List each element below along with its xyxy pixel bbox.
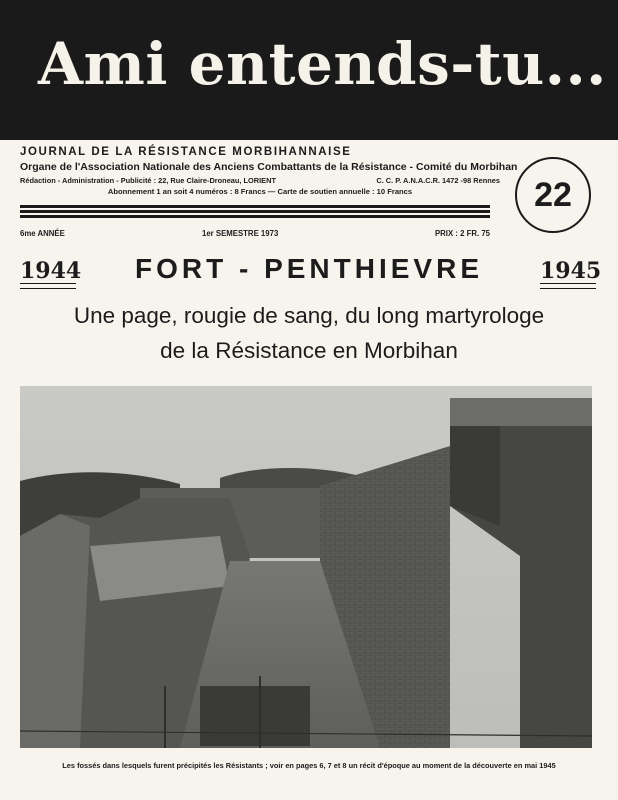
- redaction-address: Rédaction - Administration - Publicité : 22, Rue Claire-Droneau, LORIENT: [20, 176, 276, 185]
- semester: 1er SEMESTRE 1973: [202, 229, 279, 238]
- fort-moat-photo: [20, 386, 592, 748]
- rule-line: [20, 205, 490, 208]
- photo-illustration: [20, 386, 592, 748]
- year-of-publication: 6me ANNÉE: [20, 229, 65, 238]
- issue-number-badge: 22: [515, 157, 591, 233]
- article-headline: FORT - PENTHIEVRE: [134, 253, 483, 284]
- journal-info-block: [20, 146, 518, 196]
- year-left: 1944: [20, 258, 82, 284]
- subtitle-line: Une page, rougie de sang, du long martyrologe: [73, 303, 545, 328]
- masthead-title: Ami entends-tu...: [38, 30, 607, 98]
- rule-line: [20, 215, 490, 218]
- photo-caption: Les fossés dans lesquels furent précipités les Résistants ; voir en pages 6, 7 et 8 un récit d'époque au moment de la découverte en mai 1945: [62, 761, 556, 770]
- organe-line: Organe de l'Association Nationale des Anciens Combattants de la Résistance - Comité du Morbihan: [20, 161, 518, 173]
- journal-name: JOURNAL DE LA RÉSISTANCE MORBIHANNAISE: [20, 146, 352, 158]
- redaction-row: [20, 176, 500, 185]
- rule-line: [20, 210, 490, 213]
- year-right-underline: [540, 283, 596, 289]
- masthead: [0, 0, 618, 140]
- bastion-cap: [450, 398, 592, 426]
- subtitle-line: de la Résistance en Morbihan: [160, 338, 458, 363]
- price: PRIX : 2 FR. 75: [434, 229, 490, 238]
- ccp-number: C. C. P. A.N.A.C.R. 1472 -98 Rennes: [376, 176, 500, 185]
- left-rampart-face: [20, 514, 90, 748]
- year-left-underline: [20, 283, 76, 289]
- abonnement-line: Abonnement 1 an soit 4 numéros : 8 Francs — Carte de soutien annuelle : 10 Francs: [107, 187, 413, 196]
- gate-fragment: [200, 686, 310, 746]
- year-right: 1945: [540, 258, 602, 284]
- header-rules: [20, 205, 490, 220]
- article-subtitle: [20, 298, 598, 368]
